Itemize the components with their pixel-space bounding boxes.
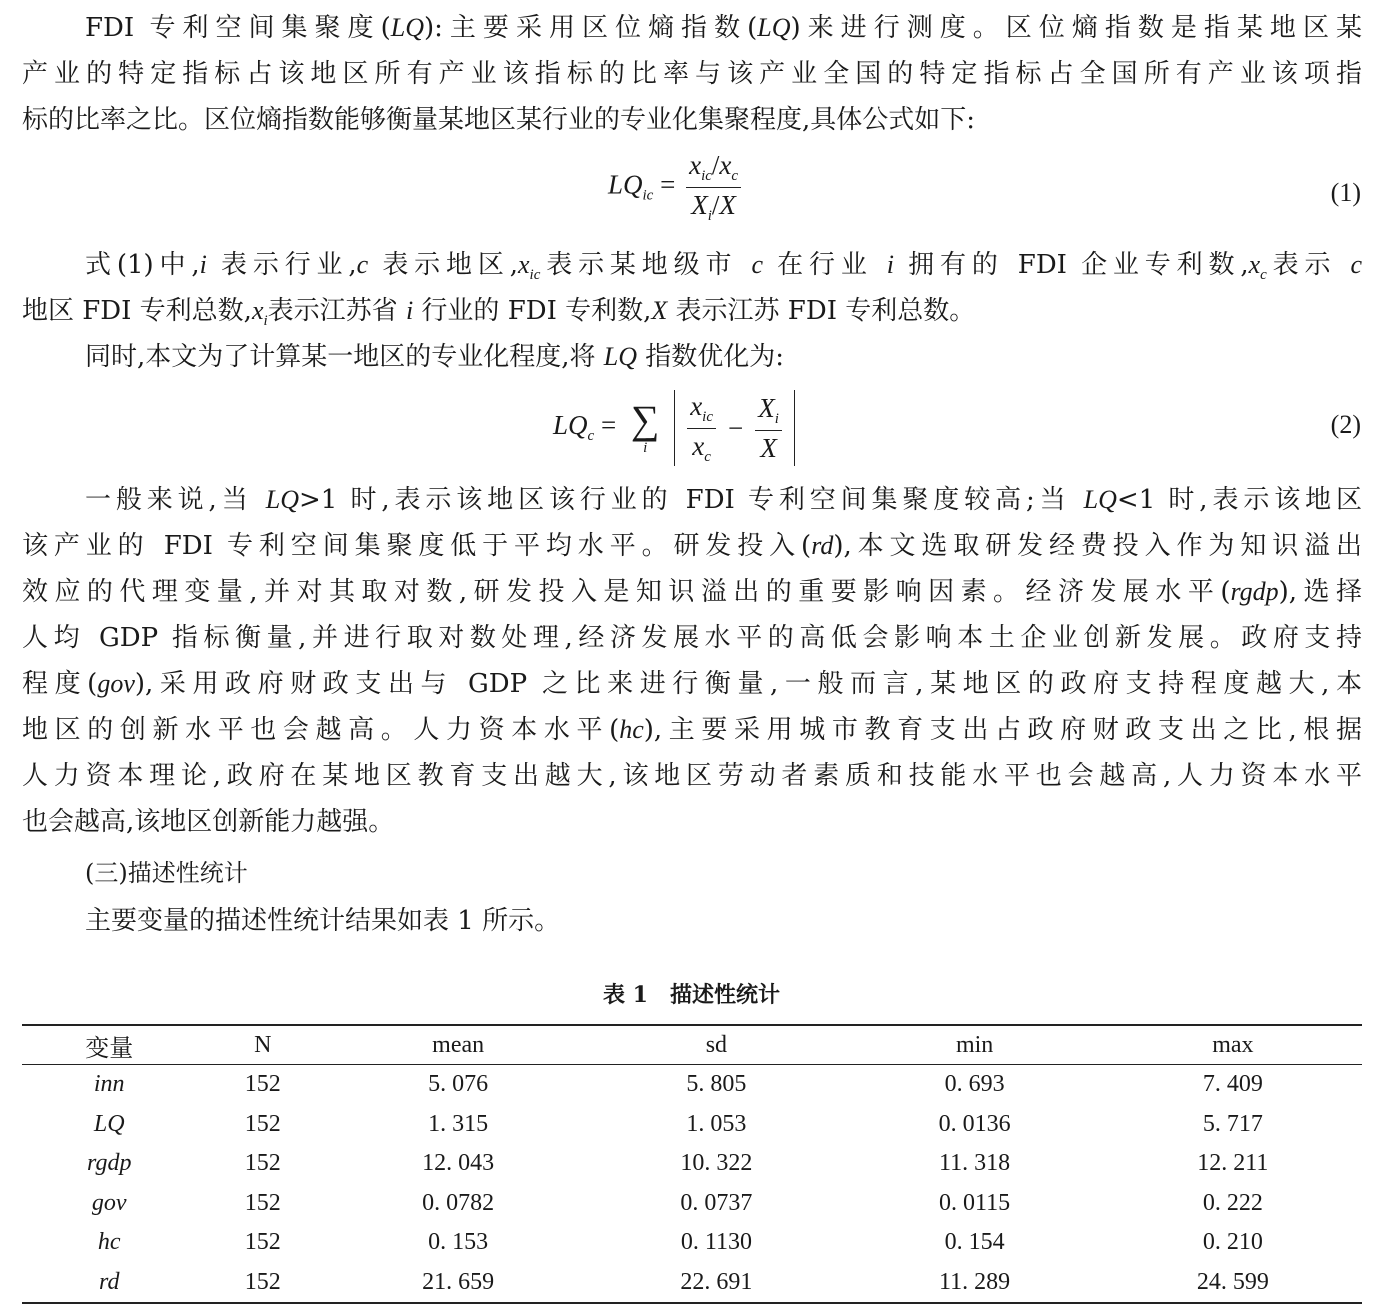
- formula-1-number: (1): [1330, 178, 1361, 207]
- formula-1: [608, 150, 745, 225]
- text-run: 人力资本理论,政府在某地区教育支出越大,该地区劳动者素质和技能水平也会越高,人力资本水平: [22, 761, 1362, 791]
- table-row: [22, 1065, 1362, 1105]
- slash: /: [711, 190, 720, 220]
- text-run: 拥有的 FDI 企业专利数,: [894, 250, 1249, 280]
- var: X: [719, 190, 736, 220]
- var: X: [691, 190, 708, 220]
- sigma-symbol: ∑: [630, 396, 660, 442]
- paragraph-4-line-3: [22, 569, 1362, 615]
- cell-max: 0. 210: [1202, 1229, 1263, 1256]
- formula-1-lhs: LQ: [608, 169, 643, 200]
- text-run: 人均 GDP 指标衡量,并进行取对数处理,经济发展水平的高低会影响本土企业创新发展。政府支持: [22, 623, 1362, 653]
- formula-1-fraction: [686, 150, 741, 225]
- cell-max: 5. 717: [1202, 1110, 1263, 1137]
- var-sub: c: [731, 168, 739, 184]
- text-run: 指数优化为:: [637, 342, 785, 372]
- absolute-value: [674, 390, 795, 466]
- formula-1-numerator: [686, 150, 741, 188]
- italic-variable: x: [518, 250, 530, 279]
- cell-sd: 0. 0737: [680, 1189, 753, 1216]
- paragraph-5: 主要变量的描述性统计结果如表 1 所示。: [85, 906, 561, 936]
- text-run: 程度(: [22, 669, 98, 699]
- formula-2-lhs-sub: c: [587, 428, 595, 445]
- cell-min: 0. 0115: [939, 1189, 1011, 1216]
- formula-2-equals: =: [600, 410, 617, 441]
- var-sub: i: [707, 208, 712, 224]
- header-mean: mean: [329, 1025, 587, 1065]
- paragraph-1-line-1: [85, 5, 1362, 51]
- table-header-row: [22, 1025, 1362, 1065]
- cell-mean: 1. 315: [428, 1110, 489, 1137]
- text-run: 同时,本文为了计算某一地区的专业化程度,将: [85, 342, 604, 372]
- table-row: [22, 1263, 1362, 1304]
- text-run: FDI 专利空间集聚度(: [85, 13, 391, 43]
- cell-max: 12. 211: [1197, 1150, 1269, 1177]
- text-run: 表示某地级市: [540, 250, 752, 280]
- minus-sign: −: [728, 412, 744, 443]
- italic-variable: X: [651, 296, 668, 325]
- paragraph-4-line-6: [22, 707, 1362, 753]
- italic-variable: rd: [811, 531, 834, 560]
- italic-variable: gov: [97, 669, 135, 698]
- formula-2-lhs: LQ: [553, 410, 588, 441]
- denominator: [760, 431, 777, 464]
- formula-1-denominator: [691, 188, 736, 225]
- sum-index: i: [643, 439, 648, 456]
- italic-variable: c: [751, 250, 763, 279]
- var: x: [689, 150, 702, 180]
- text-run: 也会越高,该地区创新能力越强。: [22, 807, 395, 837]
- cell-max: 24. 599: [1196, 1268, 1269, 1295]
- formula-1-lhs-sub: ic: [642, 187, 654, 204]
- denominator: [692, 429, 711, 466]
- paragraph-4-line-7: [22, 753, 1362, 799]
- table-row: [22, 1184, 1362, 1224]
- slash: /: [711, 150, 720, 180]
- paragraph-4-line-1: [85, 477, 1362, 523]
- cell-min: 0. 154: [944, 1229, 1005, 1256]
- header-variable: 变量: [22, 1025, 196, 1065]
- text-run: 该产业的 FDI 专利空间集聚度低于平均水平。研发投入(: [22, 531, 812, 561]
- paragraph-3-line-1: [85, 334, 1362, 380]
- numerator: [687, 391, 716, 429]
- italic-variable: LQ: [603, 342, 638, 371]
- italic-variable: i: [886, 250, 895, 279]
- var-sub: c: [704, 448, 711, 465]
- subscript: ic: [529, 267, 541, 283]
- text-run: 表示地区,: [368, 250, 518, 280]
- cell-sd: 5. 805: [686, 1071, 747, 1098]
- header-n: N: [196, 1025, 329, 1065]
- subscript: c: [1260, 267, 1267, 283]
- cell-sd: 1. 053: [686, 1110, 747, 1137]
- cell-sd: 22. 691: [680, 1268, 753, 1295]
- header-max: max: [1104, 1025, 1362, 1065]
- text-run: )来进行测度。区位熵指数是指某地区某: [790, 13, 1362, 43]
- cell-n: 152: [244, 1071, 281, 1098]
- var-sub: ic: [701, 168, 712, 184]
- cell-n: 152: [244, 1189, 281, 1216]
- formula-2: [553, 390, 795, 466]
- cell-mean: 5. 076: [428, 1071, 489, 1098]
- cell-max: 0. 222: [1202, 1189, 1263, 1216]
- cell-variable: gov: [91, 1189, 127, 1216]
- text-run: 表示江苏省: [267, 296, 406, 326]
- cell-n: 152: [244, 1229, 281, 1256]
- text-run: 表示行业,: [206, 250, 357, 280]
- cell-n: 152: [244, 1150, 281, 1177]
- text-run: 表示江苏 FDI 专利总数。: [667, 296, 976, 326]
- table-title: 表 1 描述性统计: [603, 982, 780, 1008]
- cell-variable: rd: [99, 1268, 120, 1295]
- table-row: [22, 1105, 1362, 1145]
- numerator: [755, 393, 782, 431]
- fraction-a: [687, 391, 716, 466]
- text-run: 式(1)中,: [85, 250, 200, 280]
- italic-variable: LQ: [265, 485, 299, 514]
- cell-variable: rgdp: [87, 1150, 132, 1177]
- italic-variable: c: [356, 250, 369, 279]
- cell-mean: 0. 153: [428, 1229, 489, 1256]
- text-run: 产业的特定指标占该地区所有产业该指标的比率与该产业全国的特定指标占全国所有产业该项指: [22, 59, 1362, 89]
- section-heading: (三)描述性统计: [85, 859, 248, 887]
- italic-variable: rgdp: [1230, 577, 1279, 606]
- cell-min: 11. 318: [939, 1150, 1011, 1177]
- text-run: 标的比率之比。区位熵指数能够衡量某地区某行业的专业化集聚程度,具体公式如下:: [22, 105, 976, 135]
- header-min: min: [846, 1025, 1104, 1065]
- paragraph-1-line-2: [22, 51, 1362, 97]
- subscript: i: [263, 313, 268, 329]
- var-sub: i: [774, 410, 779, 427]
- paragraph-1-line-3: [22, 97, 1362, 143]
- paragraph-4-line-2: [22, 523, 1362, 569]
- cell-mean: 21. 659: [422, 1268, 495, 1295]
- italic-variable: hc: [619, 715, 644, 744]
- text-run: 效应的代理变量,并对其取对数,研发投入是知识溢出的重要影响因素。经济发展水平(: [22, 577, 1231, 607]
- text-run: 在行业: [763, 250, 887, 280]
- text-run: ),选择: [1278, 577, 1362, 607]
- fraction-b: [755, 393, 782, 464]
- italic-variable: i: [199, 250, 207, 279]
- paragraph-4-line-4: [22, 615, 1362, 661]
- formula-2-number: (2): [1330, 410, 1361, 439]
- text-run: >1 时,表示该地区该行业的 FDI 专利空间集聚度较高;当: [299, 485, 1084, 515]
- paragraph-4-line-5: [22, 661, 1362, 707]
- text-run: 行业的 FDI 专利数,: [413, 296, 652, 326]
- italic-variable: i: [405, 296, 414, 325]
- text-run: <1 时,表示该地区: [1116, 485, 1362, 515]
- table-row: [22, 1144, 1362, 1184]
- cell-sd: 10. 322: [680, 1150, 753, 1177]
- cell-sd: 0. 1130: [680, 1229, 752, 1256]
- text-run: ),采用政府财政支出与 GDP 之比来进行衡量,一般而言,某地区的政府支持程度越大,本: [134, 669, 1362, 699]
- cell-mean: 0. 0782: [422, 1189, 495, 1216]
- cell-mean: 12. 043: [422, 1150, 495, 1177]
- descriptive-statistics-table: [22, 1024, 1362, 1304]
- text-run: ),本文选取研发经费投入作为知识溢出: [833, 531, 1362, 561]
- text-run: 一般来说,当: [85, 485, 266, 515]
- cell-variable: inn: [93, 1071, 125, 1098]
- italic-variable: LQ: [390, 13, 424, 42]
- formula-1-equals: =: [660, 169, 676, 200]
- text-run: ):主要采用区位熵指数(: [423, 13, 758, 43]
- var: x: [719, 150, 732, 180]
- cell-variable: hc: [97, 1229, 121, 1256]
- cell-min: 11. 289: [939, 1268, 1011, 1295]
- cell-max: 7. 409: [1202, 1071, 1263, 1098]
- var-sub: ic: [702, 408, 713, 425]
- text-run: 地区的创新水平也会越高。人力资本水平(: [22, 715, 620, 745]
- cell-min: 0. 693: [944, 1071, 1005, 1098]
- text-run: 表示: [1266, 250, 1351, 280]
- italic-variable: LQ: [1083, 485, 1117, 514]
- cell-n: 152: [244, 1110, 281, 1137]
- italic-variable: c: [1350, 250, 1363, 279]
- var: X: [760, 432, 777, 463]
- summation: [630, 396, 660, 457]
- header-sd: sd: [587, 1025, 845, 1065]
- paragraph-4-line-8: [22, 799, 1362, 845]
- italic-variable: x: [251, 296, 264, 325]
- italic-variable: LQ: [757, 13, 791, 42]
- cell-variable: LQ: [93, 1110, 125, 1137]
- table-row: [22, 1223, 1362, 1263]
- text-run: 地区 FDI 专利总数,: [22, 296, 252, 326]
- var: X: [758, 392, 775, 423]
- var: x: [690, 390, 703, 421]
- cell-n: 152: [244, 1268, 281, 1295]
- cell-min: 0. 0136: [938, 1110, 1011, 1137]
- italic-variable: x: [1248, 250, 1261, 279]
- text-run: ),主要采用城市教育支出占政府财政支出之比,根据: [643, 715, 1362, 745]
- var: x: [692, 430, 705, 461]
